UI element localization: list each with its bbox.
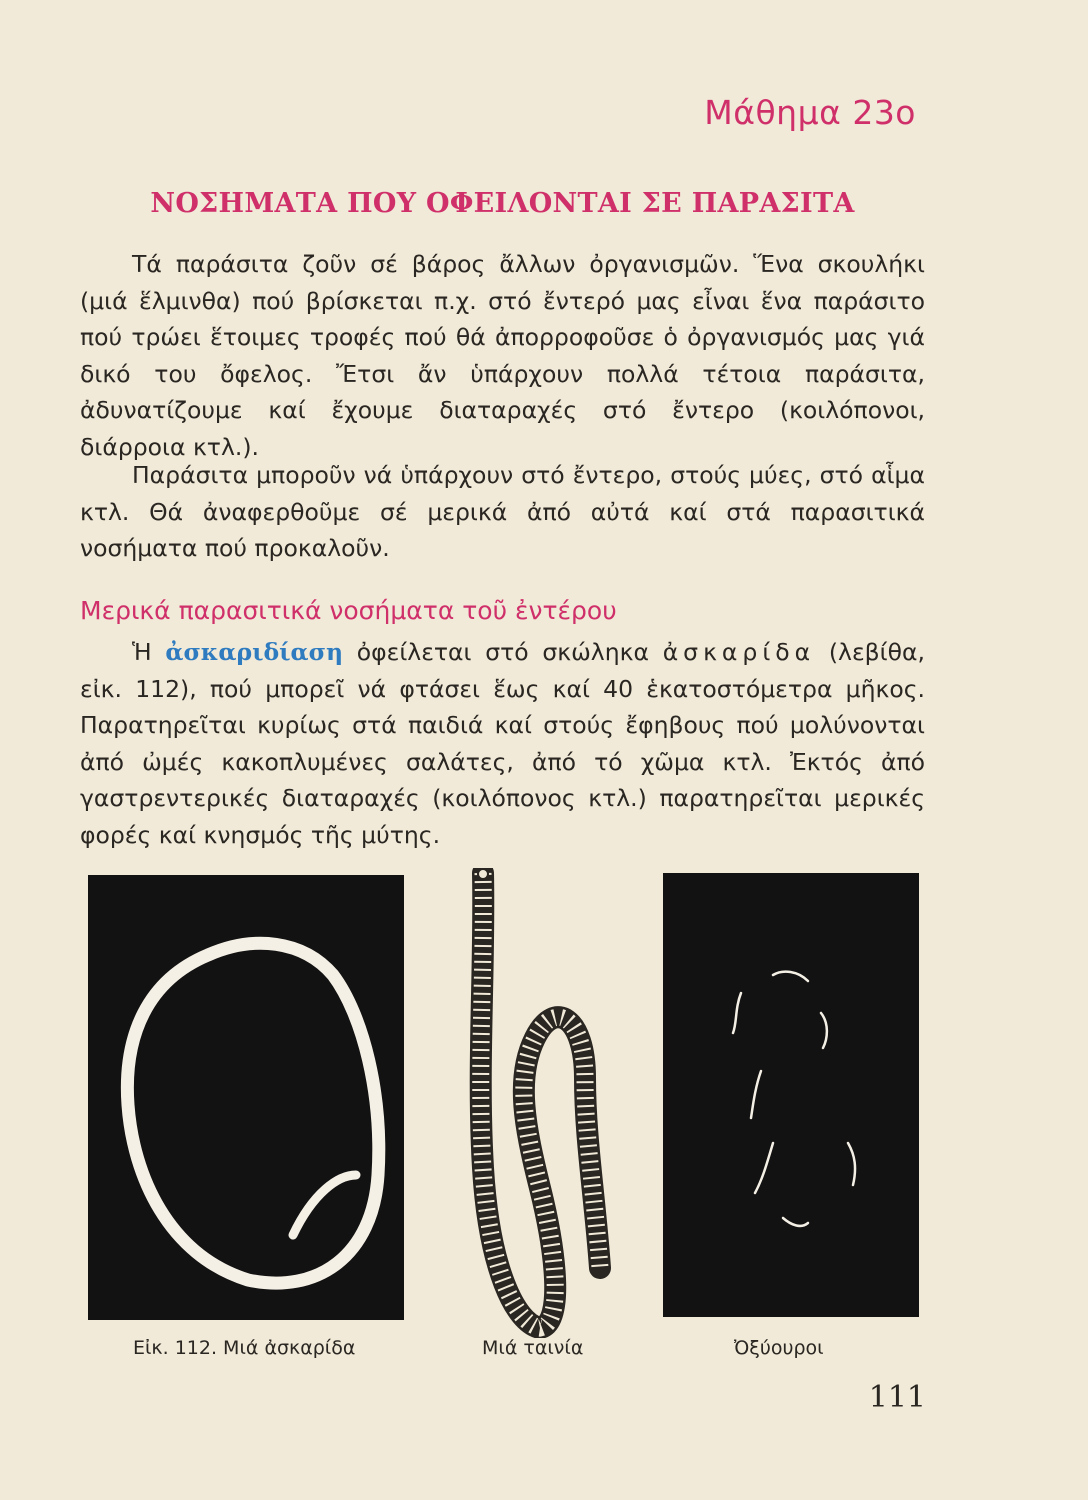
paragraph-parasites-location: Παράσιτα μποροῦν νά ὑπάρχουν στό ἔντερο, στούς μύες, στό αἷμα κτλ. Θά ἀναφερθοῦμε σέ μερικά ἀπό αὐτά καί στά παρασιτικά νοσήματα πού προκαλοῦν. (80, 461, 925, 562)
article-word: Ἡ (132, 638, 152, 666)
paragraph-intro: Τά παράσιτα ζοῦν σέ βάρος ἄλλων ὀργανισμῶν. Ἕνα σκουλήκι (μιά ἕλμινθα) πού βρίσκεται π.χ. στό ἔντερό μας εἶναι ἕνα παράσιτο πού τρώει ἕτοιμες τροφές πού θά ἀπορροφοῦσε ὁ ὀργανισμός μας γιά δικό του ὄφελος. Ἔτσι ἄν ὑπάρχουν πολλά τέτοια παράσιτα, ἀδυνατίζουμε καί ἔχουμε διαταραχές στό ἔντερο (κοιλόπονοι, διάρροια κτλ.). (80, 250, 925, 461)
roundworm-illustration (88, 875, 404, 1320)
spaced-term: ἀσκαρίδα (662, 638, 816, 666)
highlighted-term: ἀσκαριδίαση (165, 638, 344, 666)
pinworms-illustration (663, 873, 919, 1317)
section-heading: Μερικά παρασιτικά νοσήματα τοῦ ἐντέρου (80, 596, 617, 625)
text-segment-rest: (λεβίθα, εἰκ. 112), πού μπορεῖ νά φτάσει ἕως καί 40 ἑκατοστόμετρα μῆκος. Παρατηρεῖται κυρίως στά παιδιά καί στούς ἔφηβους πού μολύνονται ἀπό ὠμές κακοπλυμένες σαλάτες, ἀπό τό χῶμα κτλ. Ἐκτός ἀπό γαστρεντερικές διαταραχές (κοιλόπονος κτλ.) παρατηρεῖται μερικές φορές καί κνησμός τῆς μύτης. (80, 638, 925, 849)
page-number: 111 (868, 1380, 926, 1415)
figure-pinworms (663, 873, 919, 1317)
figure-caption-pinworms: Ὀξύουροι (734, 1337, 824, 1359)
figure-caption-roundworm: Εἰκ. 112. Μιά ἀσκαρίδα (133, 1337, 356, 1359)
tapeworm-illustration (455, 868, 615, 1338)
text-segment: ὀφείλεται στό σκώληκα (356, 638, 649, 666)
page-title: ΝΟΣΗΜΑΤΑ ΠΟΥ ΟΦΕΙΛΟΝΤΑΙ ΣΕ ΠΑΡΑΣΙΤΑ (150, 188, 855, 219)
figure-caption-tapeworm: Μιά ταινία (482, 1337, 584, 1359)
paragraph-ascariasis (80, 634, 925, 853)
lesson-label: Μάθημα 23ο (704, 93, 916, 132)
figure-roundworm (88, 875, 404, 1320)
figure-tapeworm (455, 868, 615, 1338)
